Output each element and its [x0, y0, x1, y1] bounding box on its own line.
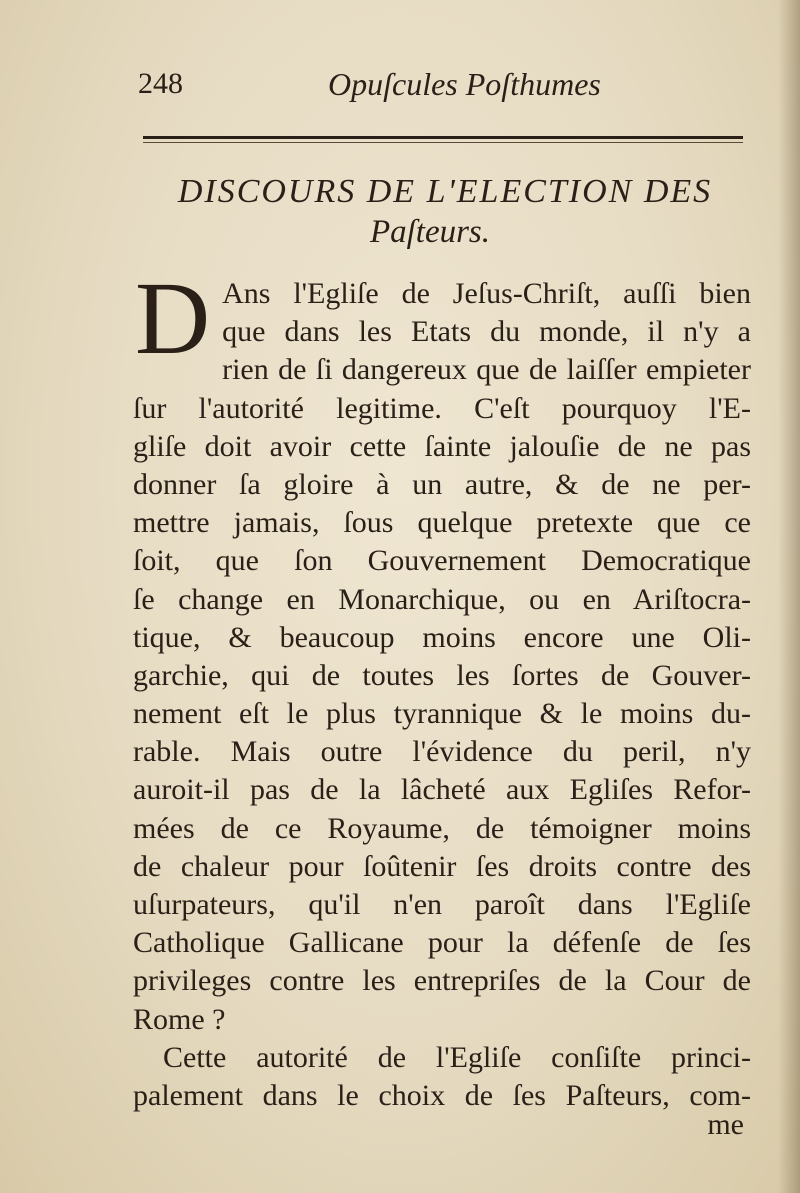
text-line: gliſe doit avoir cette ſainte jalouſie de ne pas [133, 429, 751, 463]
text-line: palement dans le choix de ſes Paſteurs, com- [133, 1078, 751, 1112]
text-line: donner ſa gloire à un autre, & de ne per- [133, 467, 751, 501]
catchword: me [707, 1108, 744, 1141]
text-line: ſe change en Monarchique, ou en Ariſtocra- [133, 582, 751, 616]
text-line: ſur l'autorité legitime. C'eſt pourquoy l'E- [133, 391, 751, 425]
heading-line-1: DISCOURS DE L'ELECTION DES [177, 173, 713, 210]
text-line: Ans l'Egliſe de Jeſus-Chriſt, auſſi bien [222, 277, 751, 310]
heading-line-2: Paſteurs. [369, 214, 491, 250]
text-line: ſoit, que ſon Gouvernement Democratique [133, 544, 751, 578]
text-line: Rome ? [133, 1002, 226, 1036]
text-line: rien de ſi dangereux que de laiſſer empieter [222, 353, 751, 387]
section-heading [140, 172, 750, 252]
text-line: de chaleur pour ſoûtenir ſes droits contre des [133, 849, 751, 883]
text-line: uſurpateurs, qu'il n'en paroît dans l'Egliſe [133, 888, 751, 921]
text-line: auroit-il pas de la lâcheté aux Egliſes Refor- [133, 773, 751, 807]
text-line: mées de ce Royaume, de témoigner moins [133, 811, 751, 845]
text-line: rable. Mais outre l'évidence du peril, n'y [133, 735, 751, 769]
page-number: 248 [138, 67, 183, 100]
text-line: Cette autorité de l'Egliſe conſiſte princi- [163, 1040, 751, 1074]
body-text [133, 261, 751, 1115]
text-line: garchie, qui de toutes les ſortes de Gouver- [133, 658, 751, 692]
drop-cap: D [135, 261, 211, 376]
running-title: Opuſcules Poſthumes [328, 66, 601, 102]
header-rule [143, 136, 743, 139]
text-line: mettre jamais, ſous quelque pretexte que ce [133, 506, 751, 540]
text-line: Catholique Gallicane pour la défenſe de ſes [133, 926, 751, 960]
running-head [138, 62, 748, 106]
text-line: tique, & beaucoup moins encore une Oli- [133, 620, 751, 654]
text-line: que dans les Etats du monde, il n'y a [222, 315, 751, 349]
text-line: nement eſt le plus tyrannique & le moins du- [133, 697, 751, 731]
text-line: privileges contre les entrepriſes de la Cour de [133, 964, 751, 998]
